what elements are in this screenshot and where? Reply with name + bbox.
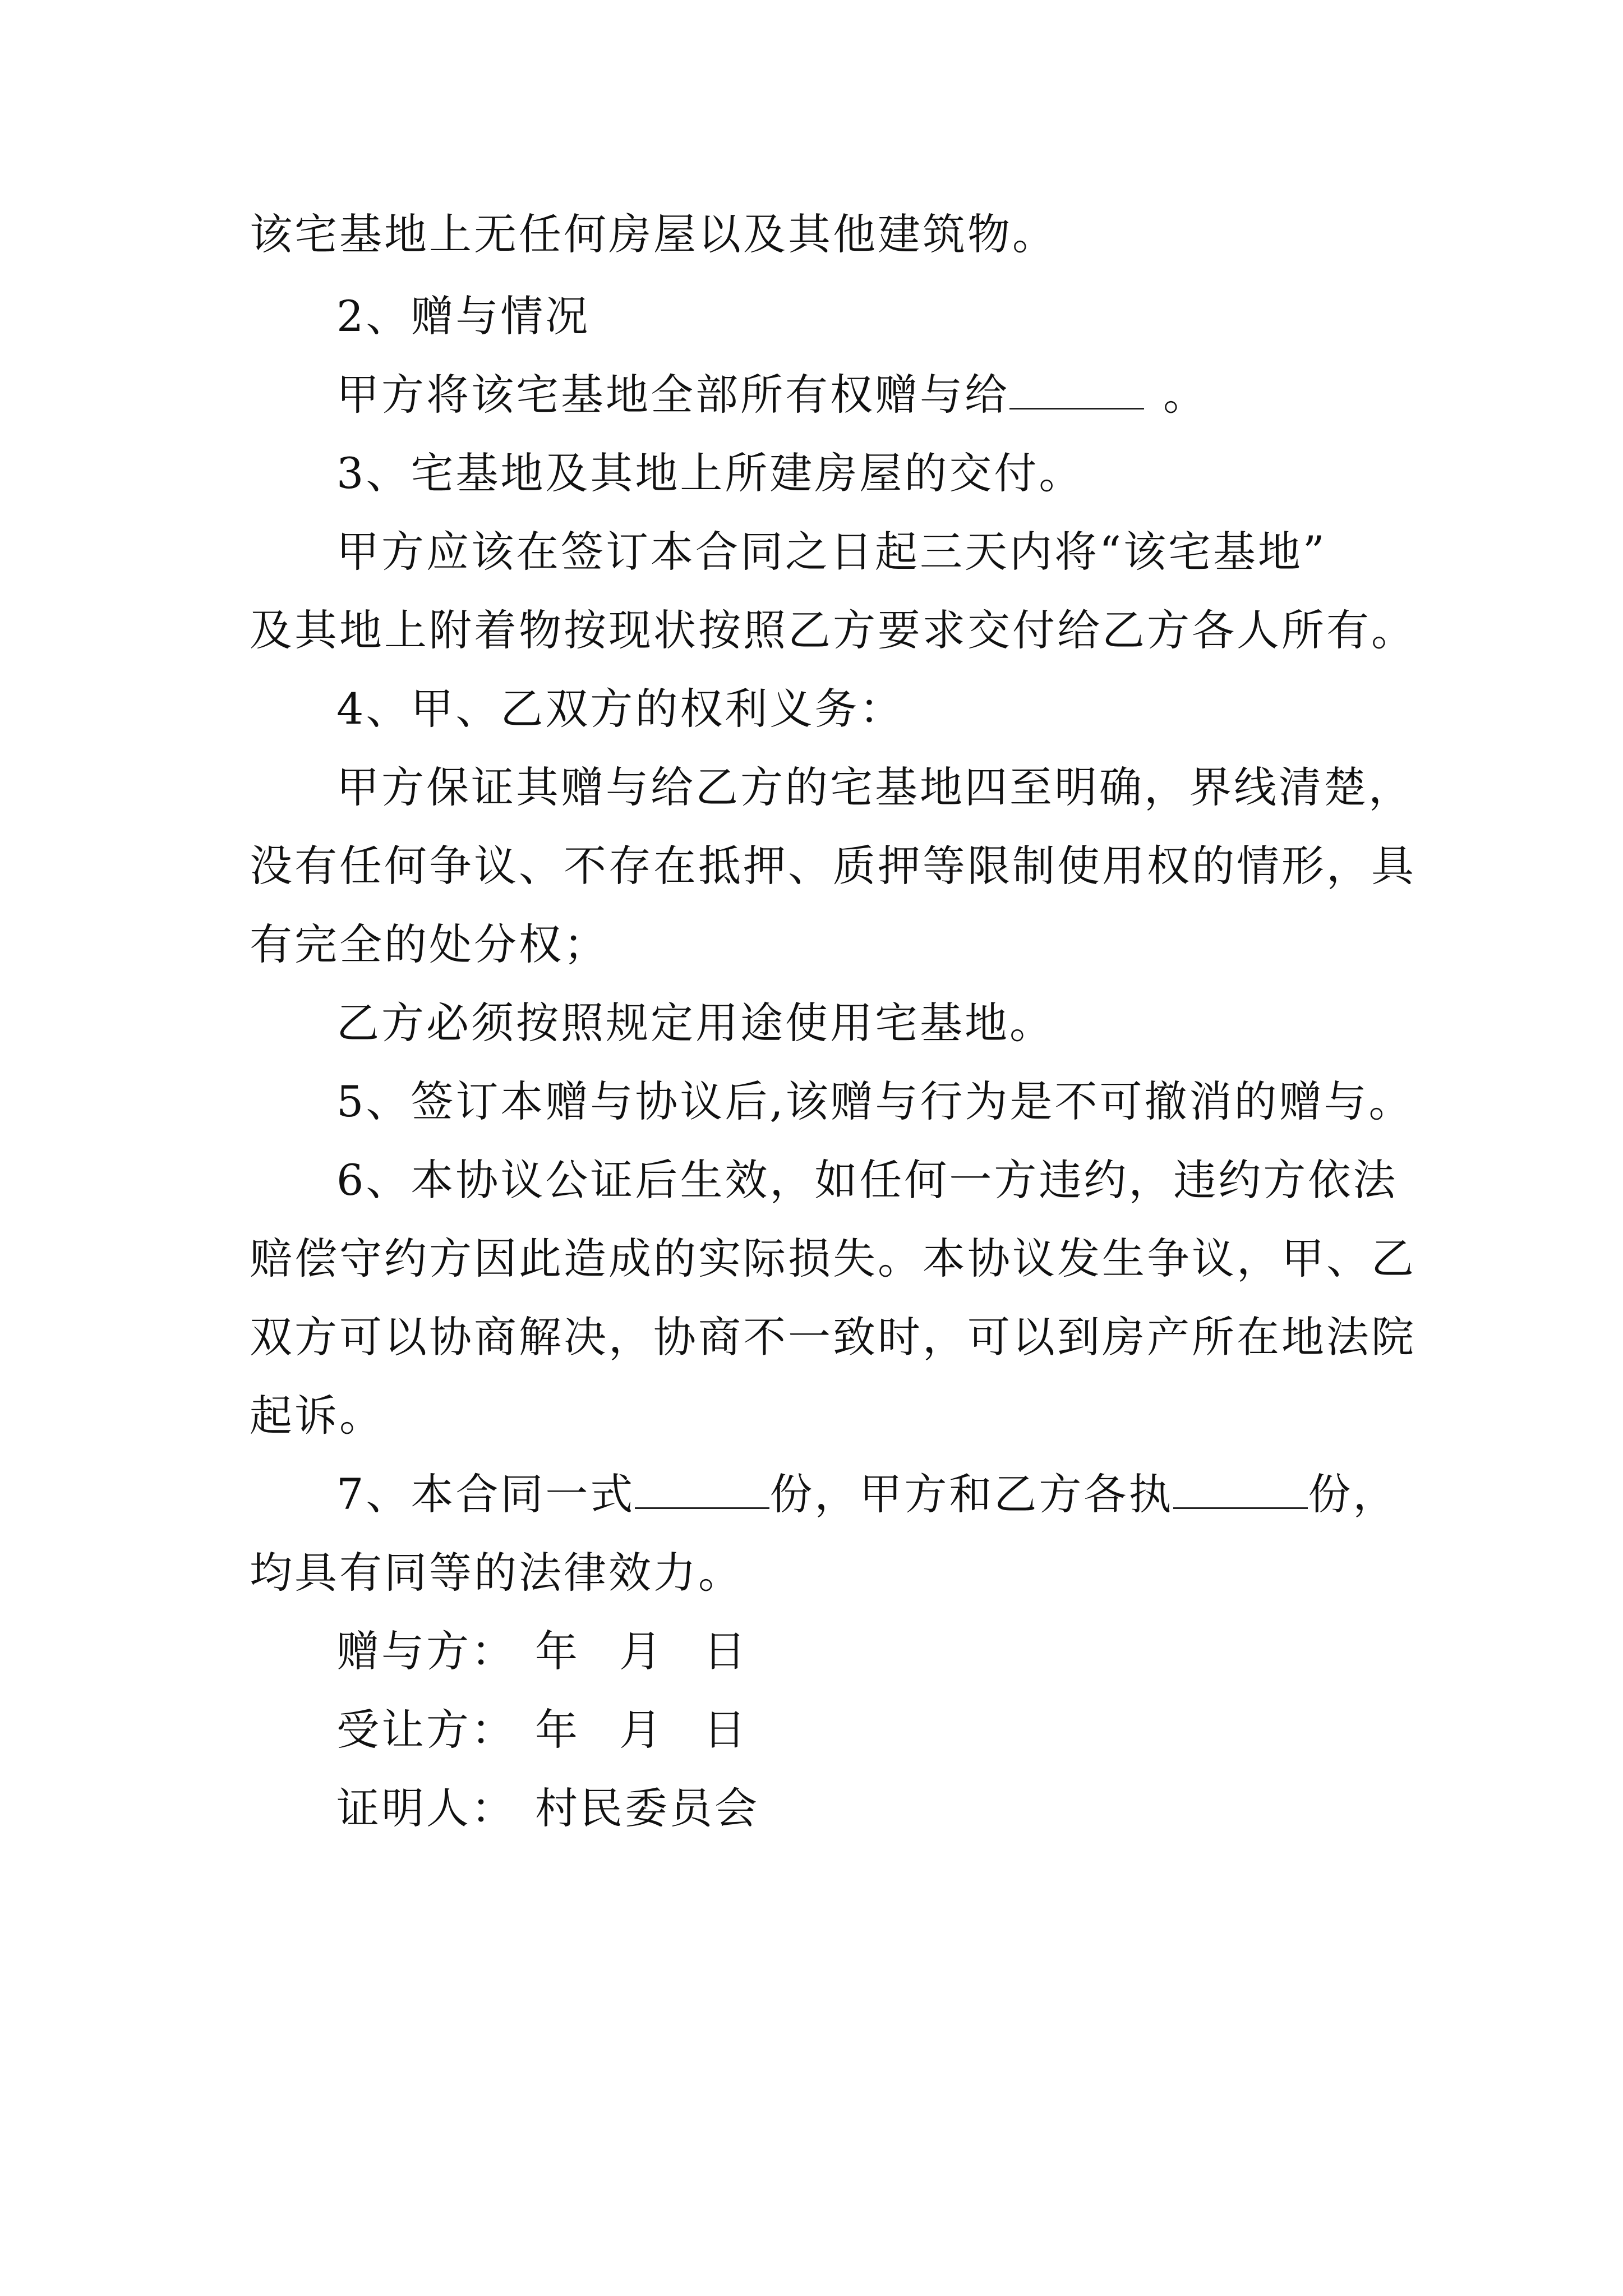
witness-label: 证明人： xyxy=(336,1783,516,1833)
section-2-text-b: 。 xyxy=(1163,370,1208,420)
section-4-text-4: 乙方必须按照规定用途使用宅基地。 xyxy=(336,998,1054,1048)
copies-total-blank xyxy=(635,1468,769,1509)
section-7-c: 份， xyxy=(1308,1469,1398,1519)
section-4-title: 4、甲、乙双方的权利义务： xyxy=(336,684,905,734)
section-6-text-1: 6、本协议公证后生效，如任何一方违约，违约方依法 xyxy=(336,1155,1398,1205)
recipient-blank xyxy=(1009,369,1144,409)
section-6-text-2: 赔偿守约方因此造成的实际损失。本协议发生争议，甲、乙 xyxy=(250,1234,1416,1283)
section-2-text-a: 甲方将该宅基地全部所有权赠与给 xyxy=(336,370,1009,420)
section-7-text-2: 均具有同等的法律效力。 xyxy=(250,1548,743,1598)
donor-day: 日 xyxy=(703,1626,748,1676)
recipient-day: 日 xyxy=(703,1705,748,1755)
section-3-title: 3、宅基地及其地上所建房屋的交付。 xyxy=(336,448,1084,498)
witness-line xyxy=(0,1780,1623,1837)
intro-line: 该宅基地上无任何房屋以及其他建筑物。 xyxy=(250,209,1057,259)
section-6-text-4: 起诉。 xyxy=(250,1391,384,1441)
section-2-title: 2、赠与情况 xyxy=(336,291,591,341)
section-7-a: 7、本合同一式 xyxy=(336,1469,635,1519)
copies-each-blank xyxy=(1173,1468,1308,1509)
section-2-text xyxy=(0,367,1623,423)
recipient-month: 月 xyxy=(619,1705,664,1755)
section-4-text-1: 甲方保证其赠与给乙方的宅基地四至明确，界线清楚， xyxy=(336,762,1413,812)
section-4-text-3: 有完全的处分权； xyxy=(250,919,608,969)
recipient-signature-line xyxy=(0,1702,1623,1758)
section-6-text-3: 双方可以协商解决，协商不一致时，可以到房产所在地法院 xyxy=(250,1312,1416,1362)
section-7-b: 份，甲方和乙方各执 xyxy=(769,1469,1174,1519)
section-4-text-2: 没有任何争议、不存在抵押、质押等限制使用权的情形，具 xyxy=(250,841,1416,891)
donor-month: 月 xyxy=(619,1626,664,1676)
section-3-text-2: 及其地上附着物按现状按照乙方要求交付给乙方各人所有。 xyxy=(250,605,1416,655)
section-7-text-1 xyxy=(0,1466,1623,1522)
donor-year: 年 xyxy=(535,1626,580,1676)
recipient-year: 年 xyxy=(535,1705,580,1755)
witness-value: 村民委员会 xyxy=(535,1783,759,1833)
recipient-label: 受让方： xyxy=(336,1705,516,1755)
donor-signature-line xyxy=(0,1623,1623,1680)
section-3-text-1: 甲方应该在签订本合同之日起三天内将“该宅基地” xyxy=(336,527,1327,577)
donor-label: 赠与方： xyxy=(336,1626,516,1676)
section-5-text: 5、签订本赠与协议后,该赠与行为是不可撤消的赠与。 xyxy=(336,1076,1414,1126)
